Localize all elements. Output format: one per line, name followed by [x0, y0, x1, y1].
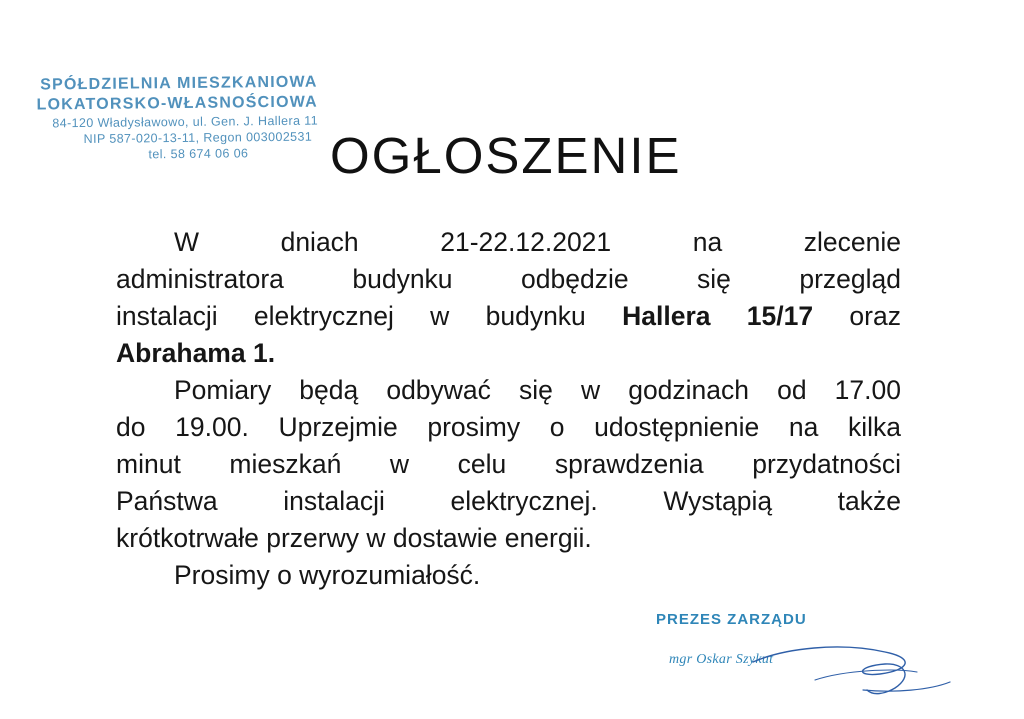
cooperative-stamp: [30, 72, 331, 163]
body-line: Pomiary będą odbywać się w godzinach od 17.00: [174, 375, 901, 405]
stamp-tax-ids: NIP 587-020-13-11, Regon 003002531: [83, 129, 313, 147]
notice-body: [116, 224, 901, 594]
stamp-line-1: SPÓŁDZIELNIA MIESZKANIOWA: [40, 73, 318, 94]
body-line: [116, 298, 901, 335]
notice-title: OGŁOSZENIE: [330, 127, 682, 184]
body-line: krótkotrwałe przerwy w dostawie energii.: [116, 523, 592, 553]
stamp-line-2: LOKATORSKO-WŁASNOŚCIOWA: [36, 93, 318, 114]
signatory-title: PREZES ZARZĄDU: [656, 611, 807, 628]
closing-line: Prosimy o wyrozumiałość.: [174, 560, 481, 590]
body-line: administratora budynku odbędzie się przegląd: [116, 264, 901, 294]
body-line: Państwa instalacji elektrycznej. Wystąpią także: [116, 486, 901, 516]
body-line: W dniach 21-22.12.2021 na zlecenie: [174, 227, 901, 257]
body-text: instalacji elektrycznej w budynku: [116, 301, 623, 331]
address-hallera: Hallera 15/17: [622, 301, 814, 331]
body-text: oraz: [813, 301, 901, 331]
body-line: do 19.00. Uprzejmie prosimy o udostępnienie na kilka: [116, 412, 901, 442]
signatory-name: mgr Oskar Szykut: [669, 652, 774, 667]
address-abrahama: Abrahama 1.: [116, 338, 276, 368]
stamp-phone: tel. 58 674 06 06: [148, 146, 249, 162]
stamp-address: 84-120 Władysławowo, ul. Gen. J. Hallera 11: [52, 113, 319, 131]
handwritten-signature: [745, 630, 965, 705]
body-line: minut mieszkań w celu sprawdzenia przydatności: [116, 449, 901, 479]
